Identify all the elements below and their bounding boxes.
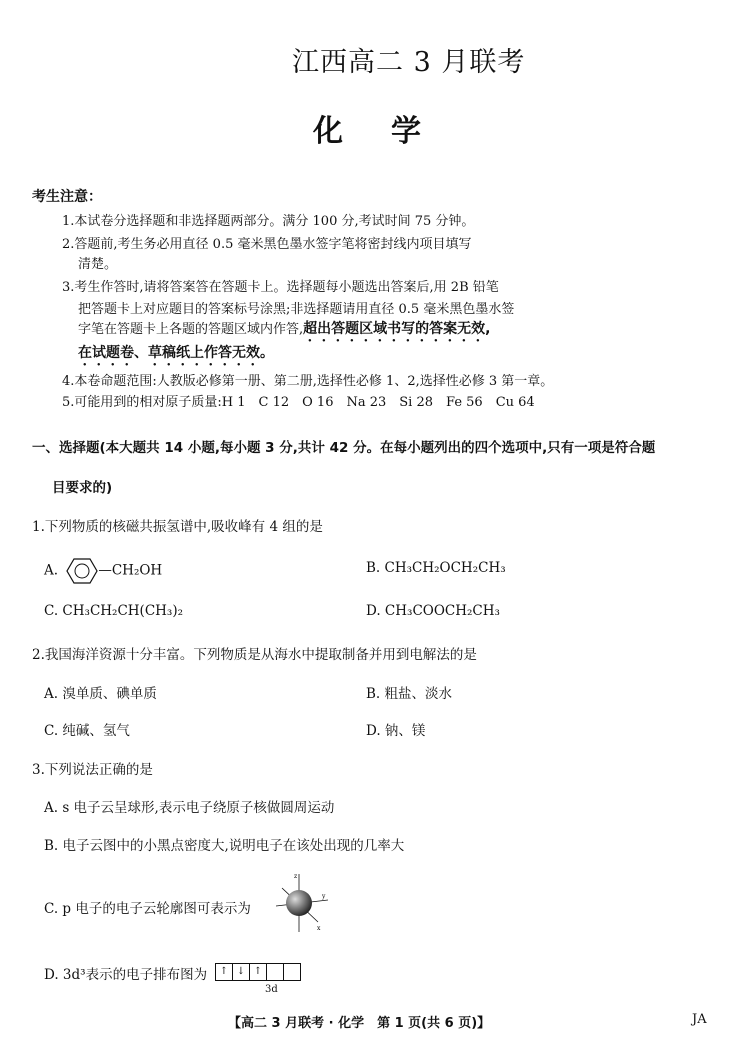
notice-item-4: 4.本卷命题范围:人教版必修第一册、第二册,选择性必修 1、2,选择性必修 3 第一章。	[62, 374, 554, 389]
notice-heading: 考生注意：	[32, 189, 102, 205]
orbital-cell-5	[283, 963, 301, 981]
q2-option-d: D. 钠、镁	[366, 723, 426, 739]
q1-a-suffix: —CH₂OH	[98, 562, 163, 579]
section-heading-line2: 目要求的)	[52, 480, 113, 496]
orbital-cell-3: ↑	[249, 963, 267, 981]
q1-a-label: A.	[44, 562, 59, 579]
orbital-cell-1: ↑	[215, 963, 233, 981]
q3-option-c: C. p 电子的电子云轮廓图可表示为	[44, 901, 251, 917]
q3-stem: 3.下列说法正确的是	[32, 762, 153, 778]
orbital-label: 3d	[265, 984, 278, 995]
q1-option-b: B. CH₃CH₂OCH₂CH₃	[366, 560, 506, 576]
notice-item-2b: 清楚。	[78, 257, 118, 272]
q2-option-a: A. 溴单质、碘单质	[44, 686, 157, 702]
orbital-cell-4	[266, 963, 284, 981]
q2-stem: 2.我国海洋资源十分丰富。下列物质是从海水中提取制备并用到电解法的是	[32, 647, 477, 663]
notice-item-3c	[78, 318, 490, 345]
footer-code: JA	[692, 1012, 707, 1027]
svg-text:y: y	[322, 893, 326, 900]
section-heading-line1: 一、选择题(本大题共 14 小题,每小题 3 分,共计 42 分。在每小题列出的四个选项中,只有一项是符合题	[32, 440, 656, 456]
svg-text:x: x	[317, 925, 321, 932]
notice-item-3a: 3.考生作答时,请将答案答在答题卡上。选择题每小题选出答案后,用 2B 铅笔	[62, 280, 499, 295]
exam-title: 江西高二 3 月联考	[292, 47, 526, 78]
notice-warning-1: 超出答题区域书写的答案无效,	[303, 321, 491, 337]
p-orbital-diagram-icon	[270, 870, 332, 936]
q3-option-d: D. 3d³表示的电子排布图为	[44, 967, 208, 983]
notice-item-3b: 把答题卡上对应题目的答案标号涂黑;非选择题请用直径 0.5 毫米黑色墨水签	[78, 302, 515, 317]
q3-option-a: A. s 电子云呈球形,表示电子绕原子核做圆周运动	[44, 800, 335, 816]
notice-warning-2: 在试题卷、草稿纸上作答无效。	[78, 345, 274, 361]
notice-item-1: 1.本试卷分选择题和非选择题两部分。满分 100 分,考试时间 75 分钟。	[62, 214, 475, 229]
subject-title: 化学	[313, 114, 469, 149]
orbital-diagram	[216, 963, 301, 981]
q1-option-c: C. CH₃CH₂CH(CH₃)₂	[44, 603, 184, 619]
page-footer: 【高二 3 月联考 · 化学 第 1 页(共 6 页)】	[228, 1016, 491, 1031]
notice-item-3c-text: 字笔在答题卡上各题的答题区域内作答,	[78, 322, 304, 337]
orbital-cell-2: ↓	[232, 963, 250, 981]
benzene-ring-icon	[66, 558, 98, 584]
q1-stem: 1.下列物质的核磁共振氢谱中,吸收峰有 4 组的是	[32, 519, 323, 535]
q1-option-a	[44, 558, 162, 584]
notice-item-5: 5.可能用到的相对原子质量:H 1 C 12 O 16 Na 23 Si 28 Fe 56 Cu 64	[62, 395, 535, 410]
notice-item-2a: 2.答题前,考生务必用直径 0.5 毫米黑色墨水签字笔将密封线内项目填写	[62, 237, 472, 252]
q2-option-b: B. 粗盐、淡水	[366, 686, 453, 702]
q2-option-c: C. 纯碱、氢气	[44, 723, 130, 739]
svg-text:z: z	[294, 873, 298, 880]
q3-option-b: B. 电子云图中的小黑点密度大,说明电子在该处出现的几率大	[44, 838, 405, 854]
q1-option-d: D. CH₃COOCH₂CH₃	[366, 603, 500, 619]
